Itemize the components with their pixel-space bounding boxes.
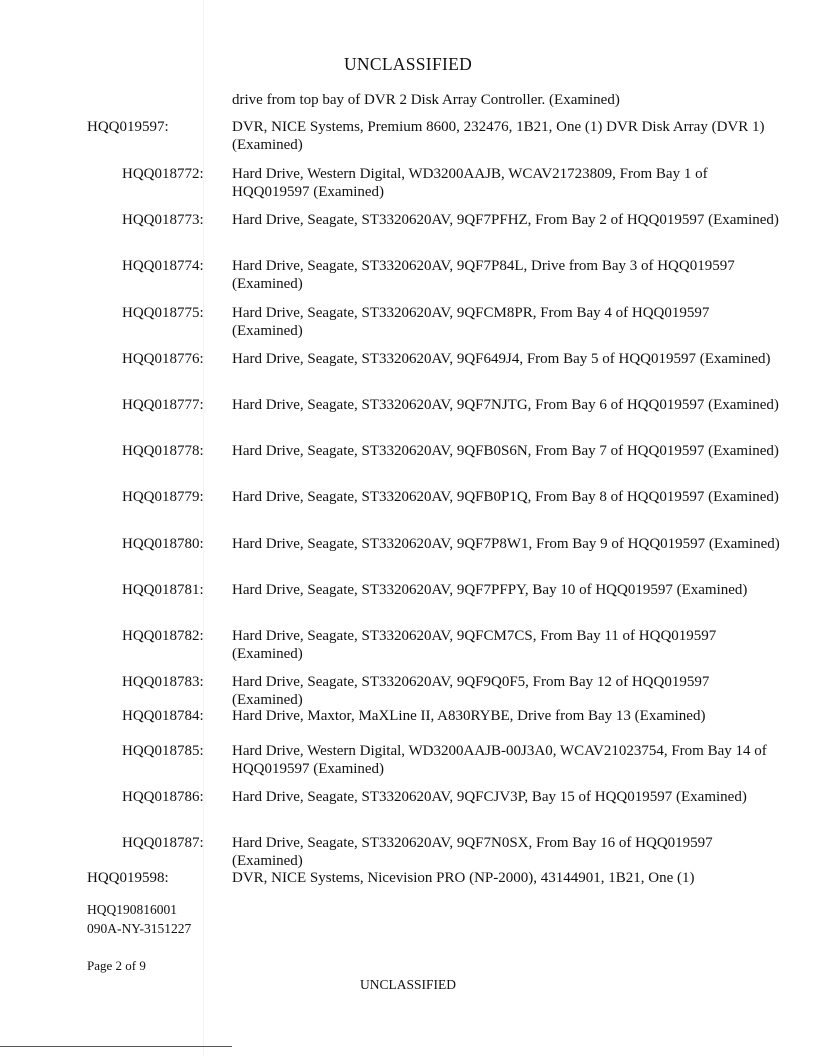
evidence-id: HQQ018775: bbox=[122, 305, 204, 321]
evidence-entry bbox=[0, 581, 816, 599]
evidence-id: HQQ018783: bbox=[122, 674, 204, 690]
evidence-description: Hard Drive, Western Digital, WD3200AAJB-00J3A0, WCAV21023754, From Bay 14 of HQQ019597 (Examined) bbox=[232, 743, 767, 777]
footer-classification: UNCLASSIFIED bbox=[359, 977, 456, 992]
evidence-description: DVR, NICE Systems, Premium 8600, 232476, 1B21, One (1) DVR Disk Array (DVR 1) (Examined) bbox=[232, 119, 765, 153]
evidence-entry bbox=[0, 211, 816, 229]
evidence-description: Hard Drive, Seagate, ST3320620AV, 9QF7PFHZ, From Bay 2 of HQQ019597 (Examined) bbox=[232, 212, 779, 228]
evidence-entry bbox=[0, 304, 816, 340]
evidence-id: HQQ018784: bbox=[122, 708, 204, 724]
evidence-description: DVR, NICE Systems, Nicevision PRO (NP-2000), 43144901, 1B21, One (1) bbox=[232, 870, 695, 886]
evidence-id: HQQ018780: bbox=[122, 536, 204, 552]
evidence-entry bbox=[0, 396, 816, 414]
evidence-id: HQQ018774: bbox=[122, 258, 204, 274]
evidence-entry bbox=[0, 442, 816, 460]
evidence-description: Hard Drive, Western Digital, WD3200AAJB, WCAV21723809, From Bay 1 of HQQ019597 (Examined) bbox=[232, 166, 708, 200]
evidence-entry bbox=[0, 869, 816, 887]
evidence-entry bbox=[0, 673, 816, 709]
evidence-id: HQQ019598: bbox=[87, 870, 169, 886]
evidence-description: Hard Drive, Seagate, ST3320620AV, 9QFCM7CS, From Bay 11 of HQQ019597 (Examined) bbox=[232, 628, 717, 662]
evidence-id: HQQ018781: bbox=[122, 582, 204, 598]
bottom-rule bbox=[0, 1046, 232, 1047]
evidence-description: Hard Drive, Maxtor, MaXLine II, A830RYBE, Drive from Bay 13 (Examined) bbox=[232, 708, 706, 724]
evidence-entry bbox=[0, 118, 816, 154]
evidence-description: Hard Drive, Seagate, ST3320620AV, 9QF7P8W1, From Bay 9 of HQQ019597 (Examined) bbox=[232, 536, 780, 552]
evidence-description: Hard Drive, Seagate, ST3320620AV, 9QF7NJTG, From Bay 6 of HQQ019597 (Examined) bbox=[232, 397, 779, 413]
evidence-entry bbox=[0, 834, 816, 870]
evidence-id: HQQ018787: bbox=[122, 835, 204, 851]
evidence-id: HQQ018779: bbox=[122, 489, 204, 505]
faint-scan-line bbox=[203, 0, 204, 1056]
evidence-entry bbox=[0, 488, 816, 506]
evidence-description: Hard Drive, Seagate, ST3320620AV, 9QFB0P1Q, From Bay 8 of HQQ019597 (Examined) bbox=[232, 489, 779, 505]
continuation-text: drive from top bay of DVR 2 Disk Array Controller. (Examined) bbox=[232, 92, 620, 108]
evidence-entry bbox=[0, 257, 816, 293]
evidence-description: Hard Drive, Seagate, ST3320620AV, 9QF7N0SX, From Bay 16 of HQQ019597 (Examined) bbox=[232, 835, 713, 869]
evidence-description: Hard Drive, Seagate, ST3320620AV, 9QFCM8PR, From Bay 4 of HQQ019597 (Examined) bbox=[232, 305, 710, 339]
evidence-id: HQQ018773: bbox=[122, 212, 204, 228]
evidence-id: HQQ019597: bbox=[87, 119, 169, 135]
evidence-description: Hard Drive, Seagate, ST3320620AV, 9QFCJV3P, Bay 15 of HQQ019597 (Examined) bbox=[232, 789, 747, 805]
evidence-id: HQQ018777: bbox=[122, 397, 204, 413]
evidence-id: HQQ018785: bbox=[122, 743, 204, 759]
header-classification: UNCLASSIFIED bbox=[343, 54, 473, 74]
evidence-description: Hard Drive, Seagate, ST3320620AV, 9QF9Q0F5, From Bay 12 of HQQ019597 (Examined) bbox=[232, 674, 710, 708]
evidence-entry bbox=[0, 707, 816, 725]
file-reference bbox=[87, 900, 191, 938]
evidence-description: Hard Drive, Seagate, ST3320620AV, 9QFB0S6N, From Bay 7 of HQQ019597 (Examined) bbox=[232, 443, 779, 459]
page-number: Page 2 of 9 bbox=[87, 958, 146, 973]
evidence-description: Hard Drive, Seagate, ST3320620AV, 9QF7PFPY, Bay 10 of HQQ019597 (Examined) bbox=[232, 582, 748, 598]
evidence-entry bbox=[0, 627, 816, 663]
evidence-id: HQQ018772: bbox=[122, 166, 204, 182]
evidence-description: Hard Drive, Seagate, ST3320620AV, 9QF7P84L, Drive from Bay 3 of HQQ019597 (Examined) bbox=[232, 258, 735, 292]
evidence-id: HQQ018782: bbox=[122, 628, 204, 644]
evidence-entry bbox=[0, 165, 816, 201]
evidence-entry bbox=[0, 350, 816, 368]
evidence-id: HQQ018786: bbox=[122, 789, 204, 805]
evidence-entry bbox=[0, 535, 816, 553]
evidence-id: HQQ018776: bbox=[122, 351, 204, 367]
evidence-description: Hard Drive, Seagate, ST3320620AV, 9QF649J4, From Bay 5 of HQQ019597 (Examined) bbox=[232, 351, 771, 367]
evidence-entry bbox=[0, 788, 816, 806]
file-reference-line1: HQQ190816001 bbox=[87, 902, 177, 917]
evidence-id: HQQ018778: bbox=[122, 443, 204, 459]
evidence-entry bbox=[0, 742, 816, 778]
file-reference-line2: 090A-NY-3151227 bbox=[87, 921, 192, 936]
